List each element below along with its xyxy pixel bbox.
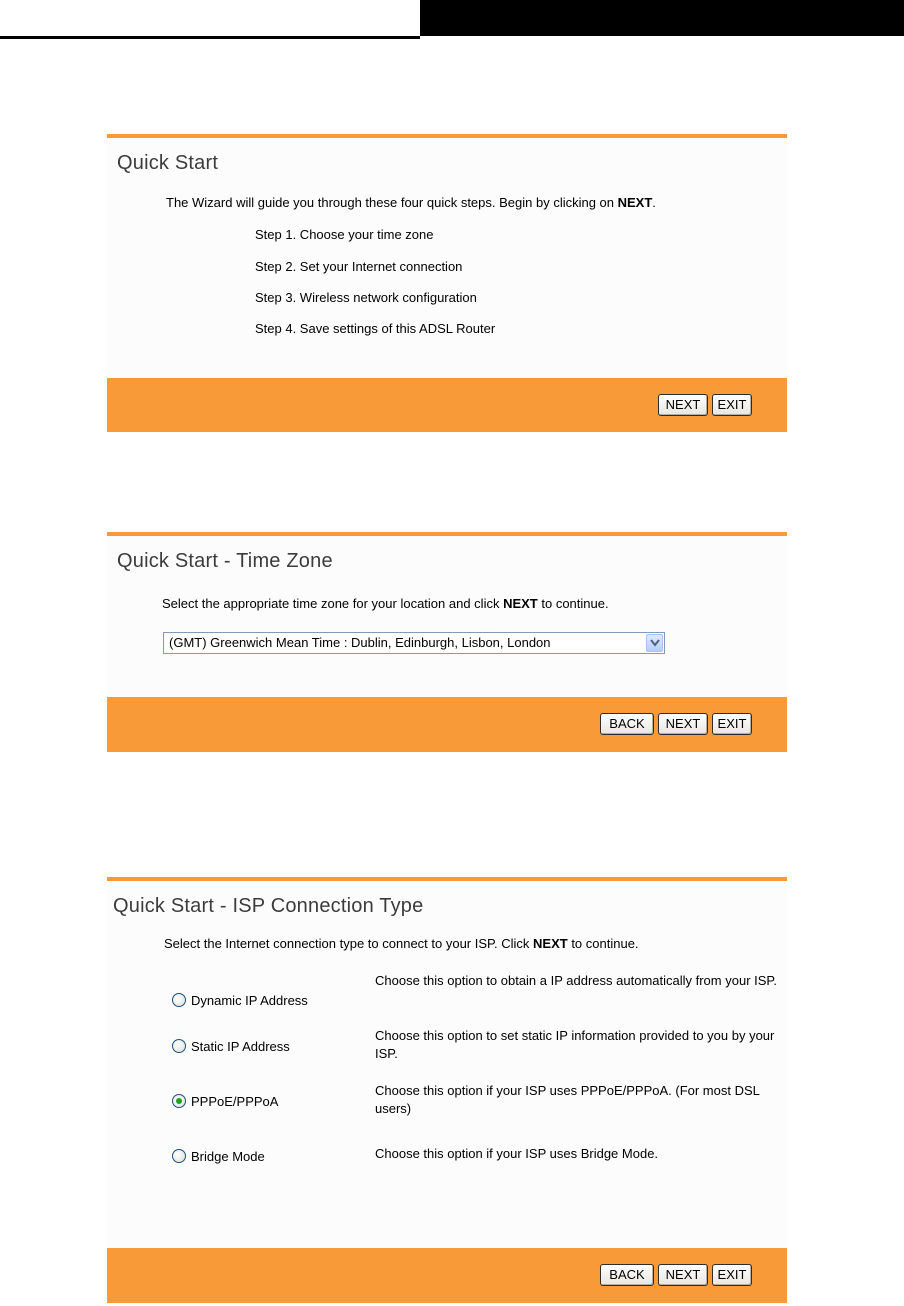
intro-text-pre: Select the Internet connection type to connect to your ISP. Click — [164, 936, 534, 951]
pppoe-pppoa-label[interactable]: PPPoE/PPPoA — [191, 1094, 279, 1109]
step-item: Step 2. Set your Internet connection — [255, 259, 463, 274]
step-item: Step 1. Choose your time zone — [255, 227, 434, 242]
panel-title: Quick Start - Time Zone — [117, 550, 333, 572]
isp-connection-panel — [107, 877, 787, 1303]
header-black-bar — [420, 0, 904, 36]
exit-button[interactable]: EXIT — [712, 1264, 752, 1286]
bridge-mode-label[interactable]: Bridge Mode — [191, 1149, 265, 1164]
static-ip-radio[interactable] — [172, 1039, 186, 1053]
intro-text-post: to continue. — [537, 596, 609, 611]
intro-text — [166, 195, 656, 210]
panel-footer — [107, 378, 787, 432]
header-rule — [0, 36, 420, 39]
back-button[interactable]: BACK — [600, 1264, 654, 1286]
intro-text — [162, 596, 609, 611]
back-button[interactable]: BACK — [600, 713, 654, 735]
intro-text-bold: NEXT — [617, 195, 653, 210]
intro-text-pre: Select the appropriate time zone for your location and click — [162, 596, 504, 611]
intro-text-post: to continue. — [567, 936, 639, 951]
static-ip-label[interactable]: Static IP Address — [191, 1039, 290, 1054]
panel-top-line — [107, 877, 787, 881]
panel-title: Quick Start - ISP Connection Type — [113, 895, 424, 917]
intro-text-bold: NEXT — [503, 596, 538, 611]
next-button[interactable]: NEXT — [658, 713, 708, 735]
intro-text — [164, 936, 639, 951]
next-button[interactable]: NEXT — [658, 394, 708, 416]
chevron-down-icon[interactable] — [646, 634, 663, 652]
pppoe-pppoa-description: Choose this option if your ISP uses PPPoE/PPPoA. (For most DSL users) — [375, 1083, 760, 1116]
radio-selected-dot — [176, 1098, 182, 1104]
panel-footer — [107, 697, 787, 752]
intro-text-post: . — [652, 195, 656, 210]
panel-top-line — [107, 134, 787, 138]
document-header — [0, 0, 904, 40]
dynamic-ip-label[interactable]: Dynamic IP Address — [191, 993, 308, 1008]
time-zone-value: (GMT) Greenwich Mean Time : Dublin, Edinburgh, Lisbon, London — [169, 635, 551, 650]
dynamic-ip-description: Choose this option to obtain a IP address automatically from your ISP. — [375, 973, 778, 988]
bridge-mode-description: Choose this option if your ISP uses Bridge Mode. — [375, 1146, 659, 1161]
step-item: Step 4. Save settings of this ADSL Router — [255, 321, 496, 336]
time-zone-panel — [107, 532, 787, 752]
panel-top-line — [107, 532, 787, 536]
bridge-mode-radio[interactable] — [172, 1149, 186, 1163]
pppoe-pppoa-radio[interactable] — [172, 1094, 186, 1108]
step-item: Step 3. Wireless network configuration — [255, 290, 477, 305]
panel-footer — [107, 1248, 787, 1303]
intro-text-pre: The Wizard will guide you through these four quick steps. Begin by clicking on — [166, 195, 618, 210]
exit-button[interactable]: EXIT — [712, 713, 752, 735]
static-ip-description: Choose this option to set static IP information provided to you by your ISP. — [375, 1028, 775, 1061]
next-button[interactable]: NEXT — [658, 1264, 708, 1286]
exit-button[interactable]: EXIT — [712, 394, 752, 416]
intro-text-bold: NEXT — [533, 936, 568, 951]
quick-start-panel — [107, 134, 787, 432]
time-zone-select[interactable] — [163, 632, 665, 654]
dynamic-ip-radio[interactable] — [172, 993, 186, 1007]
panel-title: Quick Start — [117, 152, 219, 174]
